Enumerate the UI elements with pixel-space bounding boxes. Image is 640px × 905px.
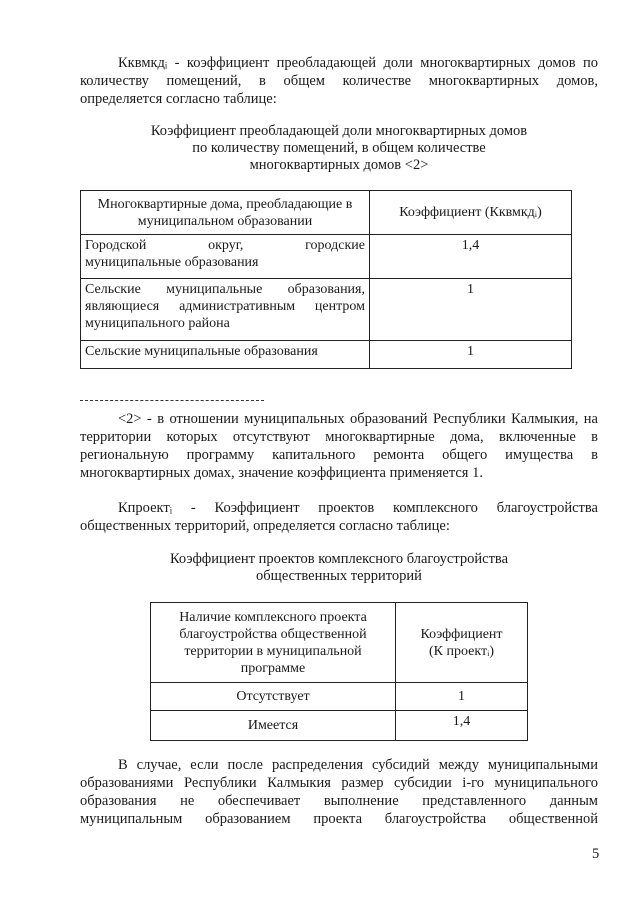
footnote-2 bbox=[80, 410, 598, 482]
table-cell-value: 1 bbox=[370, 341, 572, 369]
paragraph-line: Кпроектᵢ - Коэффициент проектов комплексного благоустройства bbox=[118, 500, 598, 516]
footnote-line: <2> - в отношении муниципальных образований Республики Калмыкия, на bbox=[118, 411, 598, 427]
footnote-separator bbox=[80, 400, 264, 401]
table-header-cell: Коэффициент (Кквмкдᵢ) bbox=[370, 191, 572, 235]
table-row bbox=[81, 279, 572, 341]
table2-caption bbox=[80, 551, 598, 585]
table-cell-label: Сельские муниципальные образования bbox=[81, 341, 370, 369]
footnote-line: территории которых отсутствуют многоквартирные дома, включенные в bbox=[80, 429, 598, 445]
paragraph-line: общественных территорий, определяется согласно таблице: bbox=[80, 518, 450, 534]
paragraph-kproekt-definition bbox=[80, 499, 598, 535]
table-cell-label: Сельские муниципальные образования, являющиеся административным центром муниципального района bbox=[81, 279, 370, 341]
table-cell-value: 1,4 bbox=[396, 711, 528, 741]
caption-line: многоквартирных домов <2> bbox=[249, 157, 429, 173]
table-header-cell: Коэффициент (К проектᵢ) bbox=[396, 603, 528, 683]
caption-line: Коэффициент преобладающей доли многоквартирных домов bbox=[150, 123, 528, 139]
paragraph-line: образованиями Республики Калмыкия размер субсидии i-го муниципального bbox=[80, 775, 598, 791]
table-kkvmkd bbox=[80, 190, 572, 369]
table-cell-label: Отсутствует bbox=[151, 683, 396, 711]
paragraph-kkvmkd-definition bbox=[80, 54, 598, 108]
table-cell-value: 1 bbox=[370, 279, 572, 341]
caption-line: по количеству помещений, в общем количестве bbox=[192, 140, 486, 156]
table-kproekt bbox=[150, 602, 528, 741]
table-header-row bbox=[151, 603, 528, 683]
footnote-line: региональную программу капитального ремонта общего имущества в bbox=[80, 447, 598, 463]
table-row bbox=[151, 711, 528, 741]
caption-line: общественных территорий bbox=[256, 568, 422, 584]
table-header-cell: Наличие комплексного проекта благоустройства общественной территории в муниципальной программе bbox=[151, 603, 396, 683]
table-row bbox=[151, 683, 528, 711]
table1-caption bbox=[80, 123, 598, 174]
caption-line: Коэффициент проектов комплексного благоустройства bbox=[169, 551, 509, 567]
table-header-row bbox=[81, 191, 572, 235]
table-header-cell: Многоквартирные дома, преобладающие в муниципальном образовании bbox=[81, 191, 370, 235]
paragraph-subsidy-case bbox=[80, 756, 598, 828]
paragraph-line: определяется согласно таблице: bbox=[80, 91, 277, 107]
paragraph-line: муниципальным образованием проекта благоустройства общественной bbox=[80, 811, 598, 827]
table-cell-label: Городской округ, городские муниципальные образования bbox=[81, 235, 370, 279]
table-cell-value: 1,4 bbox=[370, 235, 572, 279]
paragraph-line: образования не обеспечивает выполнение представленного данным bbox=[80, 793, 598, 809]
paragraph-line: Кквмкдᵢ - коэффициент преобладающей доли многоквартирных домов по bbox=[118, 55, 598, 71]
paragraph-line: количеству помещений, в общем количестве многоквартирных домов, bbox=[80, 73, 598, 89]
page-number: 5 bbox=[592, 846, 600, 862]
table-row bbox=[81, 235, 572, 279]
table-row bbox=[81, 341, 572, 369]
paragraph-line: В случае, если после распределения субсидий между муниципальными bbox=[118, 757, 598, 773]
footnote-line: многоквартирных домах, значение коэффициента применяется 1. bbox=[80, 465, 483, 481]
table-cell-label: Имеется bbox=[151, 711, 396, 741]
table-cell-value: 1 bbox=[396, 683, 528, 711]
